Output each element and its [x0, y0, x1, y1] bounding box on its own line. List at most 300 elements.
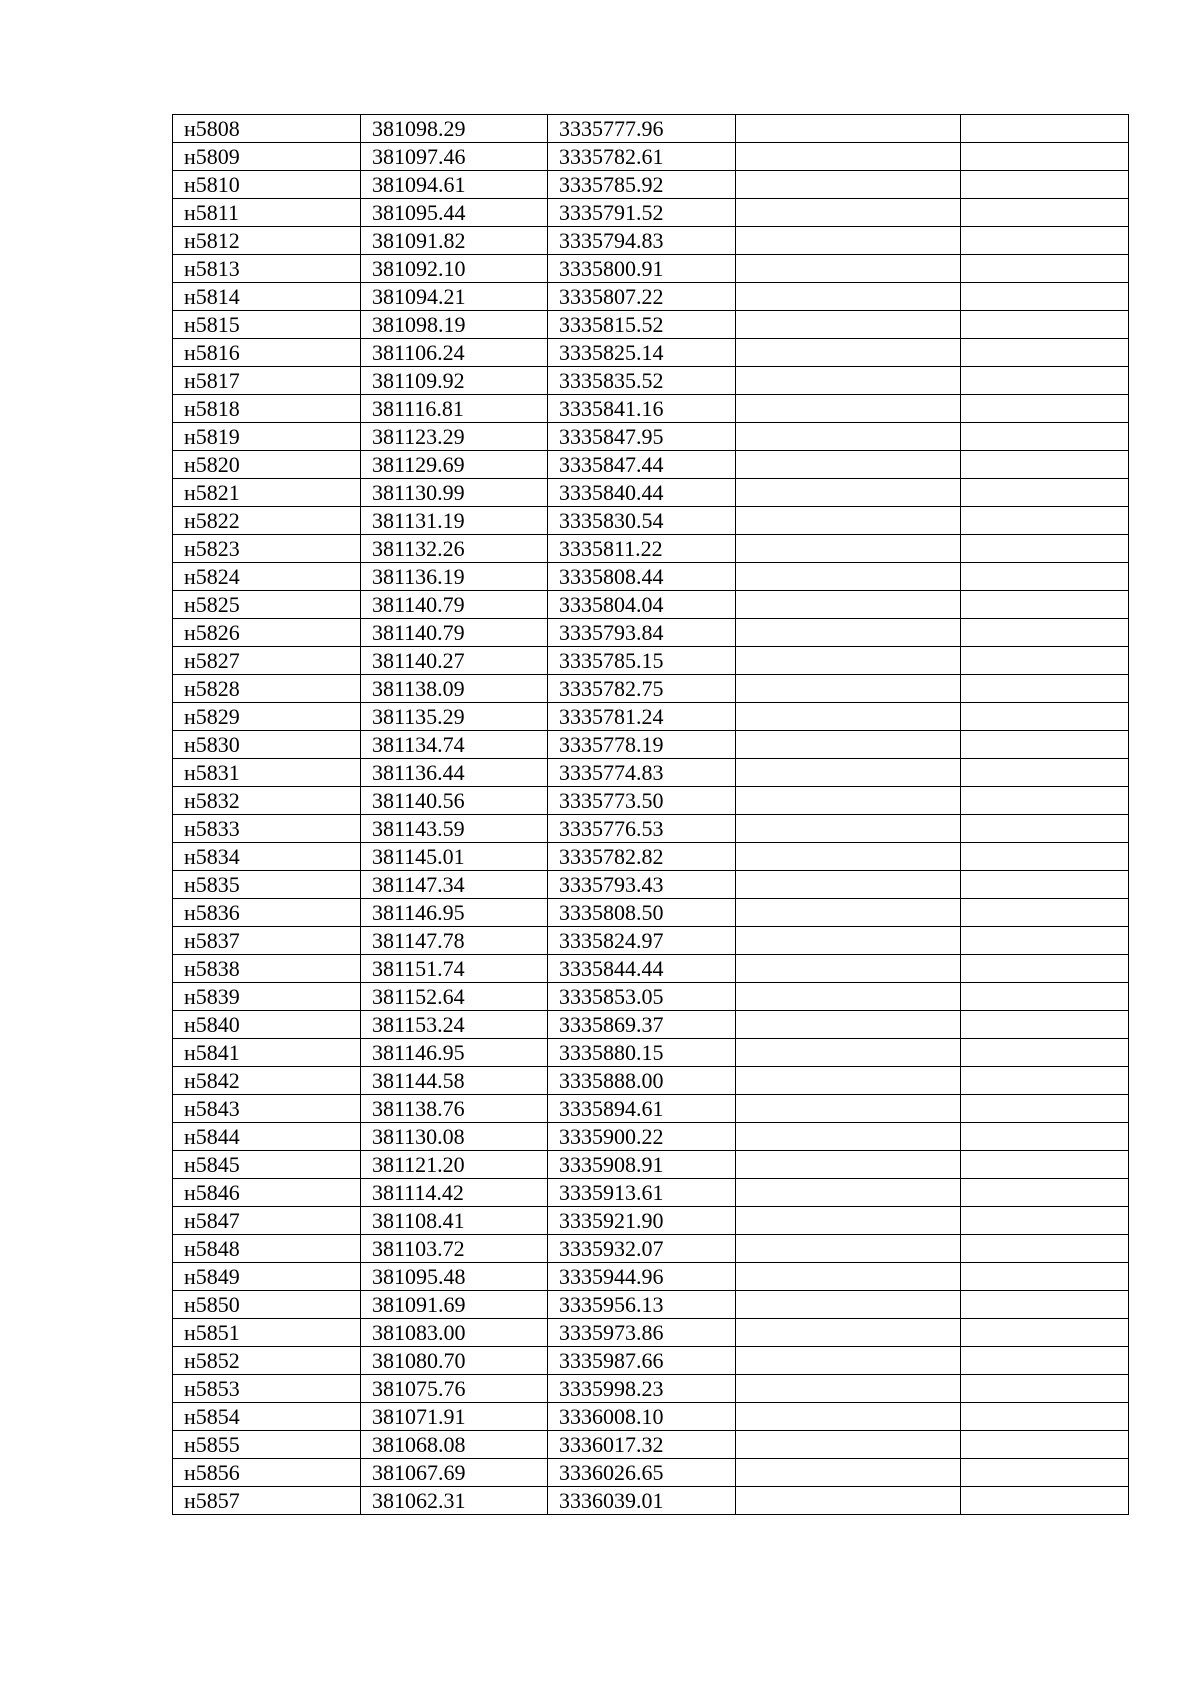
- empty-cell: [736, 395, 961, 423]
- y-coordinate-cell: 3335794.83: [548, 227, 736, 255]
- table-row: [173, 1039, 1129, 1067]
- y-coordinate-cell: 3335847.44: [548, 451, 736, 479]
- table-row: [173, 1431, 1129, 1459]
- x-coordinate-cell: 381068.08: [361, 1431, 548, 1459]
- empty-cell: [736, 647, 961, 675]
- empty-cell: [736, 815, 961, 843]
- x-coordinate-cell: 381103.72: [361, 1235, 548, 1263]
- empty-cell: [736, 1123, 961, 1151]
- table-row: [173, 227, 1129, 255]
- x-coordinate-cell: 381080.70: [361, 1347, 548, 1375]
- y-coordinate-cell: 3335773.50: [548, 787, 736, 815]
- x-coordinate-cell: 381094.61: [361, 171, 548, 199]
- table-row: [173, 1067, 1129, 1095]
- x-coordinate-cell: 381106.24: [361, 339, 548, 367]
- table-row: [173, 843, 1129, 871]
- table-row: [173, 367, 1129, 395]
- empty-cell: [961, 815, 1129, 843]
- empty-cell: [961, 1291, 1129, 1319]
- y-coordinate-cell: 3335808.50: [548, 899, 736, 927]
- empty-cell: [961, 395, 1129, 423]
- y-coordinate-cell: 3335793.43: [548, 871, 736, 899]
- x-coordinate-cell: 381075.76: [361, 1375, 548, 1403]
- empty-cell: [736, 283, 961, 311]
- x-coordinate-cell: 381083.00: [361, 1319, 548, 1347]
- x-coordinate-cell: 381147.78: [361, 927, 548, 955]
- x-coordinate-cell: 381095.44: [361, 199, 548, 227]
- point-id-cell: н5831: [173, 759, 361, 787]
- point-id-cell: н5827: [173, 647, 361, 675]
- x-coordinate-cell: 381092.10: [361, 255, 548, 283]
- table-row: [173, 395, 1129, 423]
- table-row: [173, 1487, 1129, 1515]
- y-coordinate-cell: 3335782.61: [548, 143, 736, 171]
- x-coordinate-cell: 381114.42: [361, 1179, 548, 1207]
- empty-cell: [736, 759, 961, 787]
- y-coordinate-cell: 3335913.61: [548, 1179, 736, 1207]
- y-coordinate-cell: 3335808.44: [548, 563, 736, 591]
- empty-cell: [736, 1487, 961, 1515]
- empty-cell: [961, 759, 1129, 787]
- x-coordinate-cell: 381140.27: [361, 647, 548, 675]
- y-coordinate-cell: 3336017.32: [548, 1431, 736, 1459]
- x-coordinate-cell: 381136.44: [361, 759, 548, 787]
- table-row: [173, 535, 1129, 563]
- table-row: [173, 199, 1129, 227]
- table-row: [173, 1151, 1129, 1179]
- table-row: [173, 703, 1129, 731]
- empty-cell: [961, 1263, 1129, 1291]
- table-row: [173, 1207, 1129, 1235]
- empty-cell: [961, 199, 1129, 227]
- table-row: [173, 675, 1129, 703]
- y-coordinate-cell: 3335811.22: [548, 535, 736, 563]
- empty-cell: [961, 311, 1129, 339]
- table-row: [173, 1347, 1129, 1375]
- y-coordinate-cell: 3335824.97: [548, 927, 736, 955]
- y-coordinate-cell: 3335825.14: [548, 339, 736, 367]
- point-id-cell: н5812: [173, 227, 361, 255]
- empty-cell: [961, 1179, 1129, 1207]
- empty-cell: [736, 1151, 961, 1179]
- empty-cell: [961, 143, 1129, 171]
- point-id-cell: н5839: [173, 983, 361, 1011]
- empty-cell: [736, 367, 961, 395]
- point-id-cell: н5833: [173, 815, 361, 843]
- table-row: [173, 143, 1129, 171]
- point-id-cell: н5846: [173, 1179, 361, 1207]
- point-id-cell: н5842: [173, 1067, 361, 1095]
- empty-cell: [736, 479, 961, 507]
- table-row: [173, 983, 1129, 1011]
- point-id-cell: н5841: [173, 1039, 361, 1067]
- empty-cell: [961, 1151, 1129, 1179]
- empty-cell: [736, 843, 961, 871]
- x-coordinate-cell: 381145.01: [361, 843, 548, 871]
- y-coordinate-cell: 3335921.90: [548, 1207, 736, 1235]
- empty-cell: [736, 955, 961, 983]
- empty-cell: [736, 1263, 961, 1291]
- y-coordinate-cell: 3335998.23: [548, 1375, 736, 1403]
- empty-cell: [961, 871, 1129, 899]
- y-coordinate-cell: 3335782.82: [548, 843, 736, 871]
- x-coordinate-cell: 381140.79: [361, 619, 548, 647]
- point-id-cell: н5832: [173, 787, 361, 815]
- table-row: [173, 507, 1129, 535]
- x-coordinate-cell: 381151.74: [361, 955, 548, 983]
- empty-cell: [736, 871, 961, 899]
- point-id-cell: н5857: [173, 1487, 361, 1515]
- y-coordinate-cell: 3335804.04: [548, 591, 736, 619]
- y-coordinate-cell: 3335791.52: [548, 199, 736, 227]
- empty-cell: [736, 423, 961, 451]
- point-id-cell: н5811: [173, 199, 361, 227]
- point-id-cell: н5808: [173, 115, 361, 143]
- empty-cell: [961, 1403, 1129, 1431]
- empty-cell: [961, 1487, 1129, 1515]
- x-coordinate-cell: 381071.91: [361, 1403, 548, 1431]
- table-row: [173, 1459, 1129, 1487]
- table-row: [173, 255, 1129, 283]
- empty-cell: [736, 983, 961, 1011]
- point-id-cell: н5826: [173, 619, 361, 647]
- table-row: [173, 451, 1129, 479]
- x-coordinate-cell: 381135.29: [361, 703, 548, 731]
- x-coordinate-cell: 381091.69: [361, 1291, 548, 1319]
- empty-cell: [961, 171, 1129, 199]
- x-coordinate-cell: 381146.95: [361, 1039, 548, 1067]
- x-coordinate-cell: 381136.19: [361, 563, 548, 591]
- empty-cell: [961, 423, 1129, 451]
- y-coordinate-cell: 3335777.96: [548, 115, 736, 143]
- table-row: [173, 1179, 1129, 1207]
- x-coordinate-cell: 381138.76: [361, 1095, 548, 1123]
- table-row: [173, 563, 1129, 591]
- x-coordinate-cell: 381129.69: [361, 451, 548, 479]
- point-id-cell: н5844: [173, 1123, 361, 1151]
- x-coordinate-cell: 381146.95: [361, 899, 548, 927]
- empty-cell: [961, 1347, 1129, 1375]
- empty-cell: [961, 647, 1129, 675]
- empty-cell: [961, 1235, 1129, 1263]
- point-id-cell: н5848: [173, 1235, 361, 1263]
- y-coordinate-cell: 3336008.10: [548, 1403, 736, 1431]
- empty-cell: [961, 843, 1129, 871]
- y-coordinate-cell: 3335956.13: [548, 1291, 736, 1319]
- y-coordinate-cell: 3335785.92: [548, 171, 736, 199]
- point-id-cell: н5834: [173, 843, 361, 871]
- empty-cell: [961, 563, 1129, 591]
- x-coordinate-cell: 381143.59: [361, 815, 548, 843]
- table-row: [173, 1403, 1129, 1431]
- empty-cell: [961, 675, 1129, 703]
- table-row: [173, 1235, 1129, 1263]
- empty-cell: [961, 787, 1129, 815]
- empty-cell: [961, 367, 1129, 395]
- point-id-cell: н5824: [173, 563, 361, 591]
- x-coordinate-cell: 381098.19: [361, 311, 548, 339]
- y-coordinate-cell: 3335785.15: [548, 647, 736, 675]
- x-coordinate-cell: 381108.41: [361, 1207, 548, 1235]
- y-coordinate-cell: 3335908.91: [548, 1151, 736, 1179]
- table-row: [173, 927, 1129, 955]
- x-coordinate-cell: 381067.69: [361, 1459, 548, 1487]
- empty-cell: [961, 227, 1129, 255]
- point-id-cell: н5817: [173, 367, 361, 395]
- point-id-cell: н5853: [173, 1375, 361, 1403]
- table-row: [173, 619, 1129, 647]
- empty-cell: [961, 1067, 1129, 1095]
- x-coordinate-cell: 381095.48: [361, 1263, 548, 1291]
- point-id-cell: н5854: [173, 1403, 361, 1431]
- empty-cell: [961, 451, 1129, 479]
- y-coordinate-cell: 3335778.19: [548, 731, 736, 759]
- point-id-cell: н5828: [173, 675, 361, 703]
- empty-cell: [736, 927, 961, 955]
- table-row: [173, 1263, 1129, 1291]
- empty-cell: [736, 787, 961, 815]
- empty-cell: [961, 1319, 1129, 1347]
- x-coordinate-cell: 381098.29: [361, 115, 548, 143]
- empty-cell: [736, 1459, 961, 1487]
- empty-cell: [961, 115, 1129, 143]
- point-id-cell: н5835: [173, 871, 361, 899]
- empty-cell: [736, 1431, 961, 1459]
- empty-cell: [961, 507, 1129, 535]
- table-row: [173, 115, 1129, 143]
- empty-cell: [961, 1011, 1129, 1039]
- x-coordinate-cell: 381131.19: [361, 507, 548, 535]
- empty-cell: [961, 1207, 1129, 1235]
- empty-cell: [736, 591, 961, 619]
- point-id-cell: н5819: [173, 423, 361, 451]
- empty-cell: [961, 283, 1129, 311]
- table-row: [173, 731, 1129, 759]
- y-coordinate-cell: 3335932.07: [548, 1235, 736, 1263]
- table-row: [173, 647, 1129, 675]
- table-row: [173, 1319, 1129, 1347]
- point-id-cell: н5822: [173, 507, 361, 535]
- point-id-cell: н5856: [173, 1459, 361, 1487]
- empty-cell: [961, 1431, 1129, 1459]
- empty-cell: [961, 927, 1129, 955]
- empty-cell: [961, 339, 1129, 367]
- empty-cell: [736, 451, 961, 479]
- x-coordinate-cell: 381140.79: [361, 591, 548, 619]
- point-id-cell: н5851: [173, 1319, 361, 1347]
- x-coordinate-cell: 381130.99: [361, 479, 548, 507]
- empty-cell: [736, 143, 961, 171]
- x-coordinate-cell: 381094.21: [361, 283, 548, 311]
- point-id-cell: н5810: [173, 171, 361, 199]
- empty-cell: [736, 255, 961, 283]
- empty-cell: [736, 311, 961, 339]
- empty-cell: [736, 1095, 961, 1123]
- empty-cell: [961, 1039, 1129, 1067]
- empty-cell: [736, 339, 961, 367]
- x-coordinate-cell: 381123.29: [361, 423, 548, 451]
- y-coordinate-cell: 3335774.83: [548, 759, 736, 787]
- point-id-cell: н5845: [173, 1151, 361, 1179]
- y-coordinate-cell: 3335847.95: [548, 423, 736, 451]
- x-coordinate-cell: 381097.46: [361, 143, 548, 171]
- y-coordinate-cell: 3335973.86: [548, 1319, 736, 1347]
- table-row: [173, 1123, 1129, 1151]
- y-coordinate-cell: 3335844.44: [548, 955, 736, 983]
- empty-cell: [736, 675, 961, 703]
- y-coordinate-cell: 3335894.61: [548, 1095, 736, 1123]
- point-id-cell: н5855: [173, 1431, 361, 1459]
- empty-cell: [961, 255, 1129, 283]
- empty-cell: [961, 731, 1129, 759]
- x-coordinate-cell: 381147.34: [361, 871, 548, 899]
- empty-cell: [736, 227, 961, 255]
- point-id-cell: н5813: [173, 255, 361, 283]
- table-row: [173, 339, 1129, 367]
- empty-cell: [961, 703, 1129, 731]
- y-coordinate-cell: 3335830.54: [548, 507, 736, 535]
- point-id-cell: н5818: [173, 395, 361, 423]
- x-coordinate-cell: 381134.74: [361, 731, 548, 759]
- table-row: [173, 591, 1129, 619]
- x-coordinate-cell: 381138.09: [361, 675, 548, 703]
- empty-cell: [961, 1375, 1129, 1403]
- x-coordinate-cell: 381140.56: [361, 787, 548, 815]
- y-coordinate-cell: 3335869.37: [548, 1011, 736, 1039]
- point-id-cell: н5816: [173, 339, 361, 367]
- point-id-cell: н5850: [173, 1291, 361, 1319]
- y-coordinate-cell: 3335840.44: [548, 479, 736, 507]
- empty-cell: [961, 899, 1129, 927]
- empty-cell: [736, 1319, 961, 1347]
- point-id-cell: н5821: [173, 479, 361, 507]
- table-row: [173, 479, 1129, 507]
- y-coordinate-cell: 3335781.24: [548, 703, 736, 731]
- y-coordinate-cell: 3335807.22: [548, 283, 736, 311]
- x-coordinate-cell: 381109.92: [361, 367, 548, 395]
- y-coordinate-cell: 3335900.22: [548, 1123, 736, 1151]
- empty-cell: [736, 619, 961, 647]
- x-coordinate-cell: 381130.08: [361, 1123, 548, 1151]
- table-row: [173, 1095, 1129, 1123]
- y-coordinate-cell: 3335776.53: [548, 815, 736, 843]
- x-coordinate-cell: 381091.82: [361, 227, 548, 255]
- y-coordinate-cell: 3336026.65: [548, 1459, 736, 1487]
- y-coordinate-cell: 3335835.52: [548, 367, 736, 395]
- empty-cell: [736, 535, 961, 563]
- table-row: [173, 955, 1129, 983]
- y-coordinate-cell: 3336039.01: [548, 1487, 736, 1515]
- y-coordinate-cell: 3335815.52: [548, 311, 736, 339]
- table-row: [173, 171, 1129, 199]
- empty-cell: [736, 731, 961, 759]
- point-id-cell: н5837: [173, 927, 361, 955]
- x-coordinate-cell: 381144.58: [361, 1067, 548, 1095]
- x-coordinate-cell: 381152.64: [361, 983, 548, 1011]
- empty-cell: [961, 1123, 1129, 1151]
- table-row: [173, 1011, 1129, 1039]
- point-id-cell: н5823: [173, 535, 361, 563]
- table-row: [173, 283, 1129, 311]
- table-row: [173, 787, 1129, 815]
- empty-cell: [961, 535, 1129, 563]
- x-coordinate-cell: 381121.20: [361, 1151, 548, 1179]
- coordinates-table-body: [173, 115, 1129, 1515]
- table-row: [173, 311, 1129, 339]
- point-id-cell: н5840: [173, 1011, 361, 1039]
- table-row: [173, 871, 1129, 899]
- empty-cell: [736, 1011, 961, 1039]
- x-coordinate-cell: 381153.24: [361, 1011, 548, 1039]
- empty-cell: [736, 507, 961, 535]
- point-id-cell: н5820: [173, 451, 361, 479]
- y-coordinate-cell: 3335880.15: [548, 1039, 736, 1067]
- point-id-cell: н5847: [173, 1207, 361, 1235]
- point-id-cell: н5814: [173, 283, 361, 311]
- y-coordinate-cell: 3335782.75: [548, 675, 736, 703]
- empty-cell: [736, 1291, 961, 1319]
- point-id-cell: н5809: [173, 143, 361, 171]
- y-coordinate-cell: 3335987.66: [548, 1347, 736, 1375]
- point-id-cell: н5830: [173, 731, 361, 759]
- empty-cell: [736, 1179, 961, 1207]
- coordinates-table: [172, 114, 1129, 1515]
- empty-cell: [736, 703, 961, 731]
- table-row: [173, 1375, 1129, 1403]
- point-id-cell: н5815: [173, 311, 361, 339]
- empty-cell: [736, 115, 961, 143]
- empty-cell: [961, 1459, 1129, 1487]
- empty-cell: [736, 1403, 961, 1431]
- table-row: [173, 759, 1129, 787]
- empty-cell: [736, 171, 961, 199]
- point-id-cell: н5843: [173, 1095, 361, 1123]
- empty-cell: [736, 899, 961, 927]
- empty-cell: [736, 1375, 961, 1403]
- point-id-cell: н5852: [173, 1347, 361, 1375]
- point-id-cell: н5836: [173, 899, 361, 927]
- empty-cell: [736, 1235, 961, 1263]
- y-coordinate-cell: 3335841.16: [548, 395, 736, 423]
- empty-cell: [736, 1067, 961, 1095]
- empty-cell: [961, 479, 1129, 507]
- table-row: [173, 815, 1129, 843]
- y-coordinate-cell: 3335800.91: [548, 255, 736, 283]
- empty-cell: [736, 1039, 961, 1067]
- empty-cell: [736, 1347, 961, 1375]
- empty-cell: [961, 983, 1129, 1011]
- point-id-cell: н5838: [173, 955, 361, 983]
- empty-cell: [736, 1207, 961, 1235]
- table-row: [173, 423, 1129, 451]
- x-coordinate-cell: 381132.26: [361, 535, 548, 563]
- empty-cell: [736, 563, 961, 591]
- table-row: [173, 899, 1129, 927]
- x-coordinate-cell: 381062.31: [361, 1487, 548, 1515]
- point-id-cell: н5849: [173, 1263, 361, 1291]
- empty-cell: [961, 619, 1129, 647]
- point-id-cell: н5829: [173, 703, 361, 731]
- empty-cell: [961, 1095, 1129, 1123]
- y-coordinate-cell: 3335853.05: [548, 983, 736, 1011]
- empty-cell: [736, 199, 961, 227]
- empty-cell: [961, 591, 1129, 619]
- point-id-cell: н5825: [173, 591, 361, 619]
- y-coordinate-cell: 3335793.84: [548, 619, 736, 647]
- x-coordinate-cell: 381116.81: [361, 395, 548, 423]
- empty-cell: [961, 955, 1129, 983]
- y-coordinate-cell: 3335944.96: [548, 1263, 736, 1291]
